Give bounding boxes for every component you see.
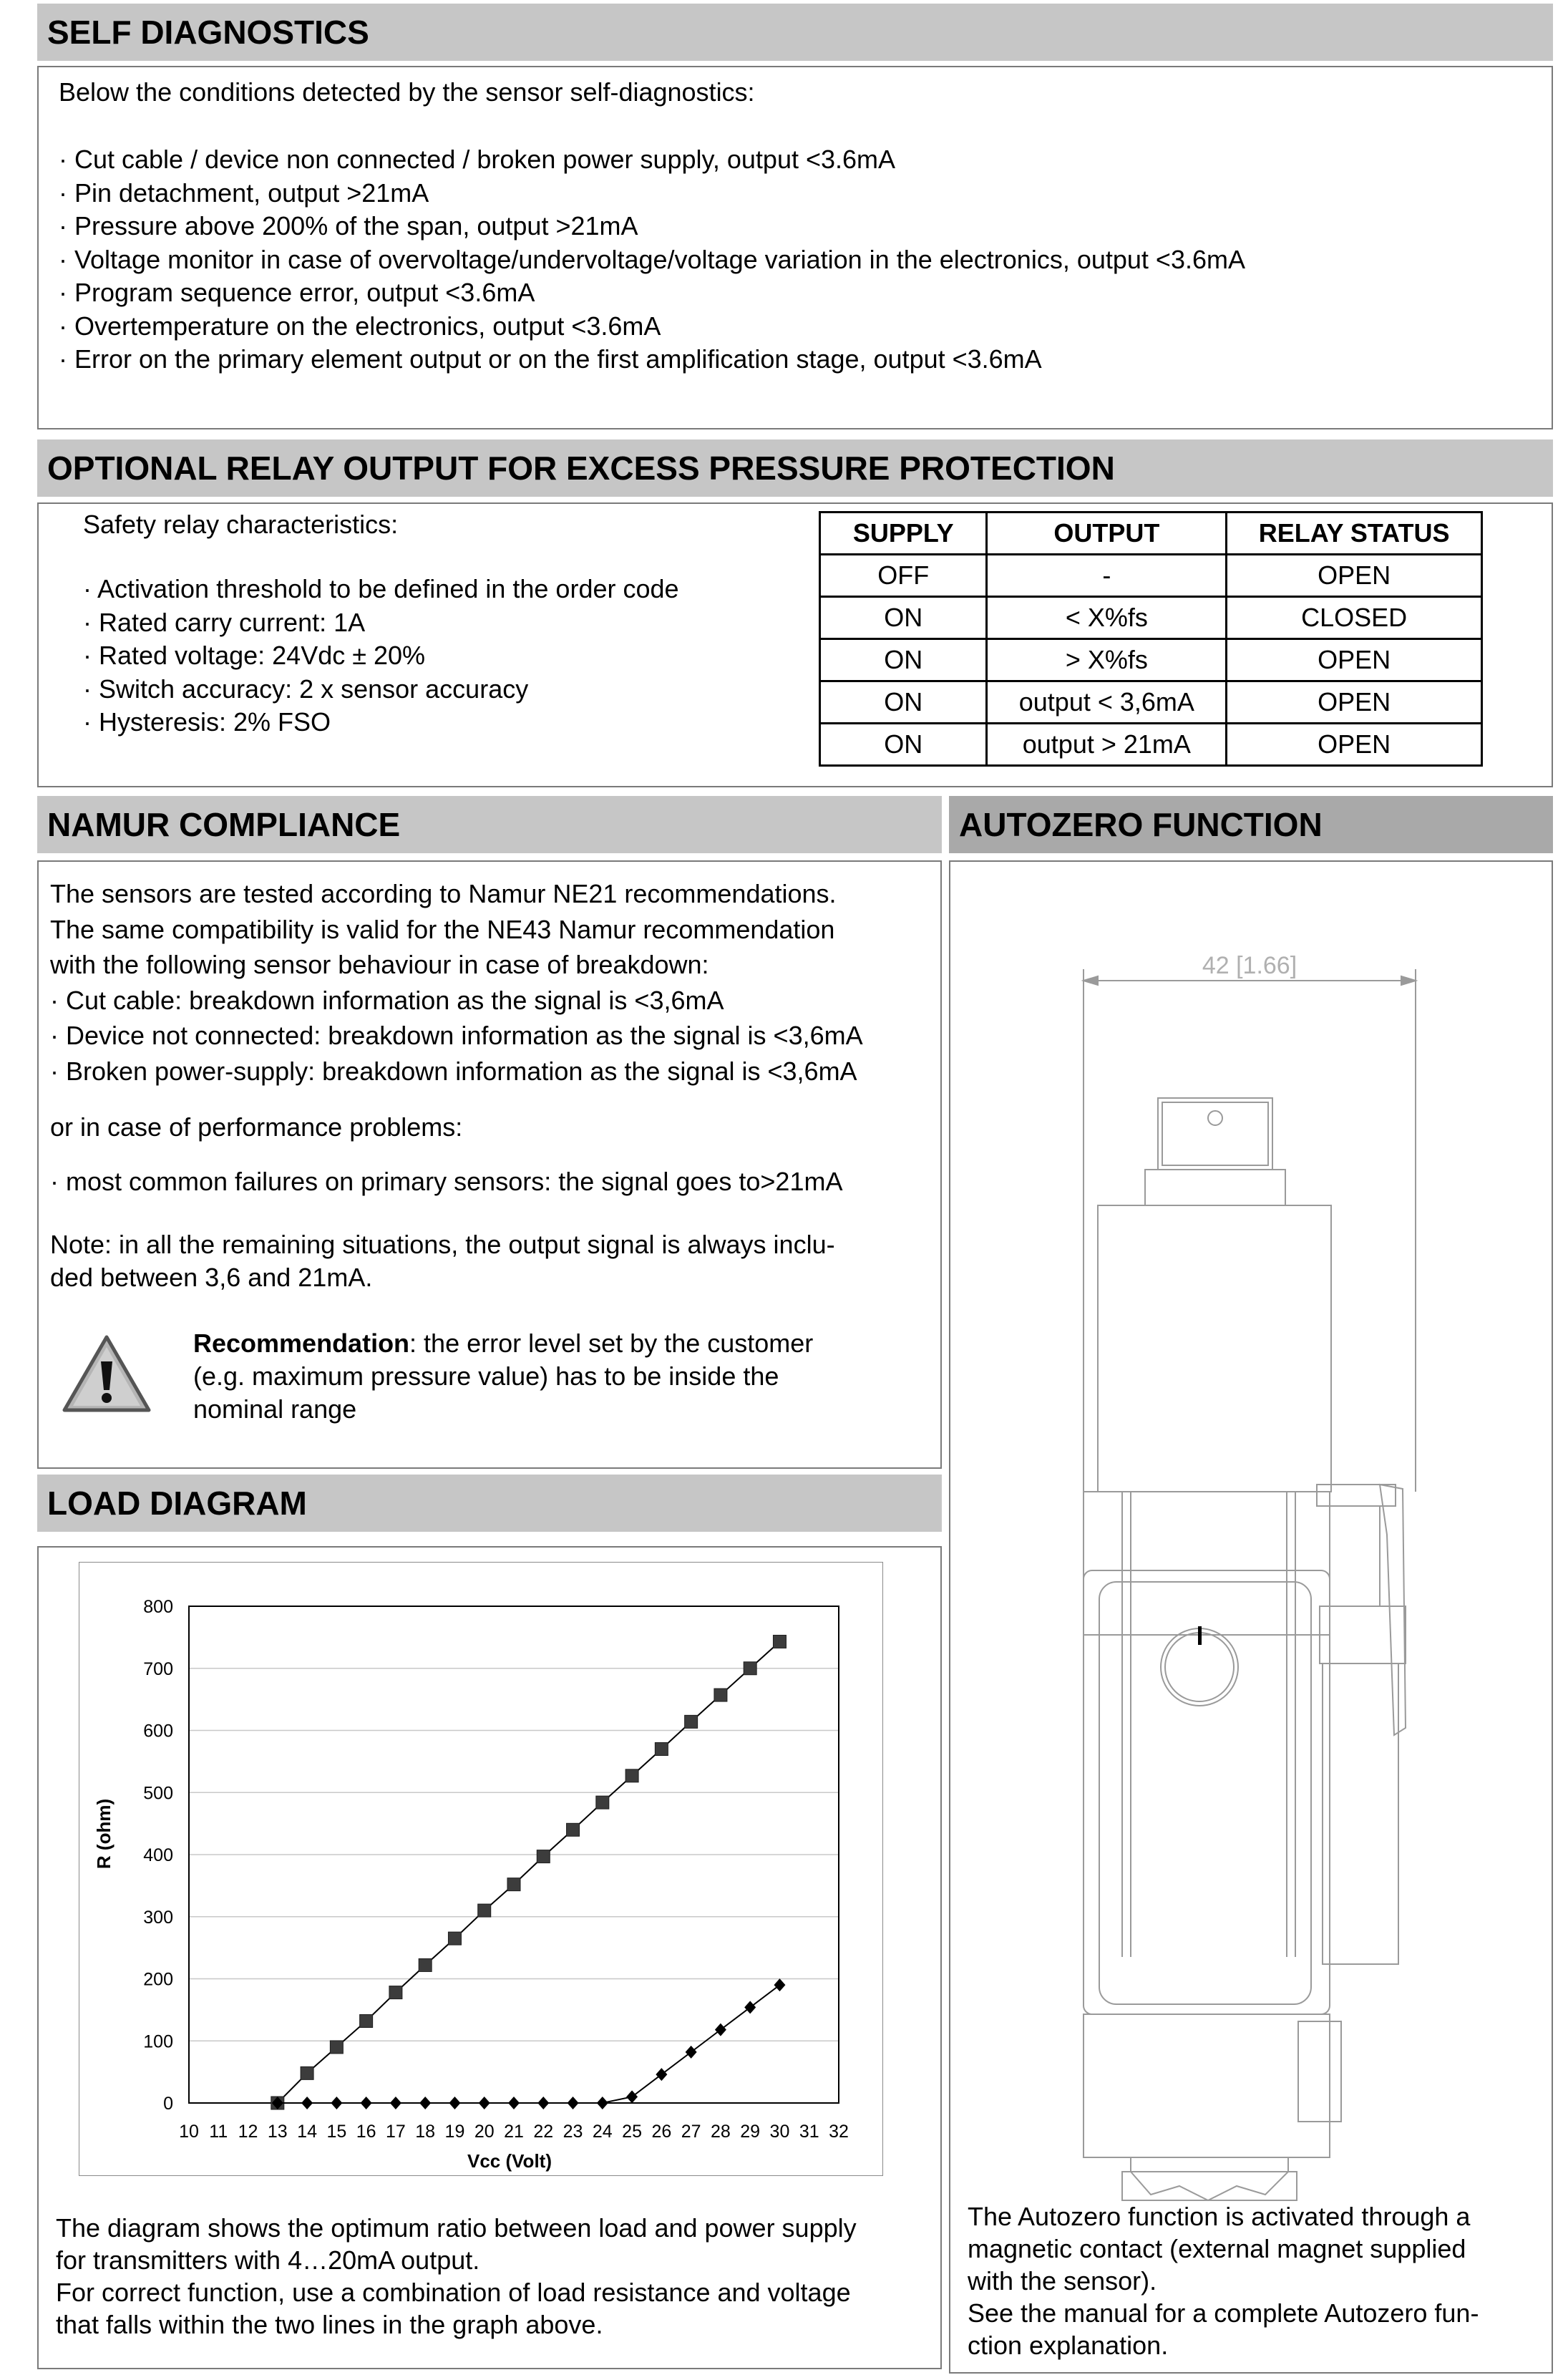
y-axis-label: R (ohm) (93, 1798, 115, 1870)
namur-title: NAMUR COMPLIANCE (37, 796, 942, 853)
data-point-square (301, 2066, 313, 2079)
y-tick-label: 200 (143, 1969, 173, 1990)
data-point-square (330, 2041, 343, 2054)
namur-note-1: Note: in all the remaining situations, the output signal is always inclu- (50, 1230, 835, 1259)
autozero-line: The Autozero function is activated through a (968, 2202, 1471, 2231)
x-tick-label: 13 (267, 2122, 288, 2142)
data-point-square (360, 2014, 373, 2027)
x-tick-label: 12 (238, 2122, 258, 2142)
x-tick-label: 17 (386, 2122, 406, 2142)
x-tick-label: 22 (533, 2122, 554, 2142)
load-caption-line: For correct function, use a combination of load resistance and voltage (56, 2278, 851, 2307)
y-tick-label: 400 (143, 1845, 173, 1865)
warning-icon (60, 1334, 153, 1414)
relay-table-cell: ON (820, 724, 987, 766)
x-tick-label: 10 (179, 2122, 199, 2142)
relay-table-header-cell: SUPPLY (820, 513, 987, 555)
chart-frame (79, 1562, 883, 2176)
relay-table-cell: - (987, 555, 1227, 597)
x-tick-label: 29 (740, 2122, 761, 2142)
x-tick-label: 21 (504, 2122, 524, 2142)
data-point-square (389, 1986, 402, 1999)
sensor-drawing (950, 862, 1552, 2222)
relay-title: OPTIONAL RELAY OUTPUT FOR EXCESS PRESSURE PROTECTION (37, 439, 1553, 497)
x-tick-label: 19 (444, 2122, 465, 2142)
data-point-square (478, 1904, 491, 1917)
relay-table-row (820, 639, 1482, 681)
y-tick-label: 100 (143, 2031, 173, 2052)
data-point-square (537, 1850, 550, 1863)
relay-table-header (820, 513, 1482, 555)
data-point-square (419, 1958, 432, 1971)
y-tick-label: 800 (143, 1597, 173, 1617)
autozero-line: ction explanation. (968, 2331, 1169, 2360)
load-caption-line: The diagram shows the optimum ratio between load and power supply (56, 2213, 857, 2243)
x-tick-label: 20 (474, 2122, 495, 2142)
recommendation-text-1: : the error level set by the customer (409, 1329, 814, 1358)
autozero-line: with the sensor). (968, 2266, 1157, 2296)
data-point-square (596, 1796, 609, 1809)
relay-table-cell: ON (820, 597, 987, 639)
relay-table-row (820, 681, 1482, 724)
relay-table-cell: > X%fs (987, 639, 1227, 681)
data-point-square (448, 1932, 461, 1945)
diagnostic-condition: · Pressure above 200% of the span, output >21mA (59, 211, 638, 241)
namur-box (37, 860, 942, 1469)
namur-line: · Cut cable: breakdown information as the signal is <3,6mA (50, 985, 724, 1015)
self-diagnostics-list (59, 143, 1245, 377)
relay-list (83, 573, 679, 739)
relay-table-cell: OPEN (1227, 681, 1482, 724)
relay-table-row (820, 597, 1482, 639)
y-tick-label: 700 (143, 1658, 173, 1679)
load-diagram-box (37, 1546, 942, 2369)
namur-note-2: ded between 3,6 and 21mA. (50, 1263, 373, 1292)
relay-table-cell: output > 21mA (987, 724, 1227, 766)
autozero-text (968, 2200, 1479, 2361)
relay-table-row (820, 555, 1482, 597)
namur-failures: · most common failures on primary sensors: the signal goes to>21mA (50, 1167, 843, 1196)
relay-status-table (819, 511, 1483, 767)
relay-characteristic: · Switch accuracy: 2 x sensor accuracy (83, 674, 529, 704)
x-tick-label: 32 (829, 2122, 849, 2142)
load-caption-line: for transmitters with 4…20mA output. (56, 2245, 480, 2275)
x-tick-label: 14 (297, 2122, 317, 2142)
data-point-square (714, 1689, 727, 1701)
diagnostic-condition: · Error on the primary element output or on the first amplification stage, output <3.6mA (59, 344, 1042, 374)
relay-table-header-cell: OUTPUT (987, 513, 1227, 555)
data-point-square (507, 1878, 520, 1891)
namur-line: · Device not connected: breakdown information as the signal is <3,6mA (50, 1021, 863, 1050)
y-tick-label: 600 (143, 1721, 173, 1742)
self-diagnostics-intro: Below the conditions detected by the sensor self-diagnostics: (59, 77, 755, 107)
relay-characteristic: · Rated carry current: 1A (83, 607, 366, 637)
data-point-square (744, 1662, 756, 1675)
recommendation-line-3: nominal range (193, 1394, 357, 1424)
relay-table-cell: OPEN (1227, 639, 1482, 681)
x-tick-label: 23 (563, 2122, 583, 2142)
relay-characteristic: · Rated voltage: 24Vdc ± 20% (83, 641, 426, 670)
relay-table-header-cell: RELAY STATUS (1227, 513, 1482, 555)
relay-table-cell: CLOSED (1227, 597, 1482, 639)
load-diagram-title: LOAD DIAGRAM (37, 1475, 942, 1532)
relay-table-cell: ON (820, 639, 987, 681)
relay-box (37, 502, 1553, 787)
relay-table-cell: OPEN (1227, 724, 1482, 766)
diagnostic-condition: · Voltage monitor in case of overvoltage/undervoltage/voltage variation in the electronics, output <3.6mA (59, 244, 1245, 274)
x-tick-label: 26 (651, 2122, 672, 2142)
namur-line: The same compatibility is valid for the NE43 Namur recommendation (50, 914, 835, 944)
relay-characteristic: · Activation threshold to be defined in the order code (83, 574, 679, 603)
recommendation-label: Recommendation (193, 1329, 410, 1358)
load-caption-line: that falls within the two lines in the graph above. (56, 2310, 603, 2339)
autozero-line: See the manual for a complete Autozero fun- (968, 2298, 1479, 2328)
x-tick-label: 24 (592, 2122, 613, 2142)
x-tick-label: 15 (326, 2122, 347, 2142)
x-tick-label: 27 (681, 2122, 701, 2142)
recommendation-line-1 (193, 1327, 813, 1360)
y-tick-label: 300 (143, 1907, 173, 1928)
x-tick-label: 16 (356, 2122, 376, 2142)
x-tick-label: 25 (622, 2122, 642, 2142)
namur-line: · Broken power-supply: breakdown information as the signal is <3,6mA (50, 1056, 857, 1086)
diagnostic-condition: · Cut cable / device non connected / broken power supply, output <3.6mA (59, 145, 896, 174)
load-caption (56, 2212, 857, 2341)
data-point-square (567, 1823, 580, 1836)
y-tick-label: 0 (163, 2094, 173, 2114)
namur-line: The sensors are tested according to Namur NE21 recommendations. (50, 879, 837, 908)
x-tick-label: 11 (209, 2122, 228, 2142)
diagnostic-condition: · Overtemperature on the electronics, output <3.6mA (59, 311, 661, 341)
y-tick-label: 500 (143, 1783, 173, 1804)
diagnostic-condition: · Pin detachment, output >21mA (59, 178, 429, 208)
relay-table-cell: ON (820, 681, 987, 724)
recommendation-line-2: (e.g. maximum pressure value) has to be inside the (193, 1361, 779, 1391)
data-point-square (655, 1743, 668, 1756)
relay-characteristic: · Hysteresis: 2% FSO (83, 707, 331, 737)
x-tick-label: 31 (799, 2122, 819, 2142)
relay-table-cell: OPEN (1227, 555, 1482, 597)
x-tick-label: 30 (769, 2122, 790, 2142)
dimension-label: 42 [1.66] (1202, 952, 1297, 979)
x-tick-label: 28 (711, 2122, 731, 2142)
relay-table-cell: < X%fs (987, 597, 1227, 639)
namur-performance: or in case of performance problems: (50, 1112, 463, 1142)
namur-text (50, 876, 863, 1089)
data-point-square (625, 1769, 638, 1782)
relay-table-cell: output < 3,6mA (987, 681, 1227, 724)
data-point-square (685, 1715, 698, 1728)
autozero-box (949, 860, 1553, 2374)
relay-intro: Safety relay characteristics: (83, 510, 399, 539)
autozero-title: AUTOZERO FUNCTION (949, 796, 1553, 853)
x-axis-label: Vcc (Volt) (467, 2150, 552, 2172)
relay-table-cell: OFF (820, 555, 987, 597)
diagnostic-condition: · Program sequence error, output <3.6mA (59, 278, 535, 307)
data-point-square (773, 1635, 786, 1648)
load-chart (79, 1562, 883, 2176)
relay-table-row (820, 724, 1482, 766)
namur-line: with the following sensor behaviour in case of breakdown: (50, 950, 709, 979)
self-diagnostics-title: SELF DIAGNOSTICS (37, 4, 1553, 61)
autozero-line: magnetic contact (external magnet supplied (968, 2234, 1466, 2263)
x-tick-label: 18 (415, 2122, 436, 2142)
self-diagnostics-box (37, 66, 1553, 429)
